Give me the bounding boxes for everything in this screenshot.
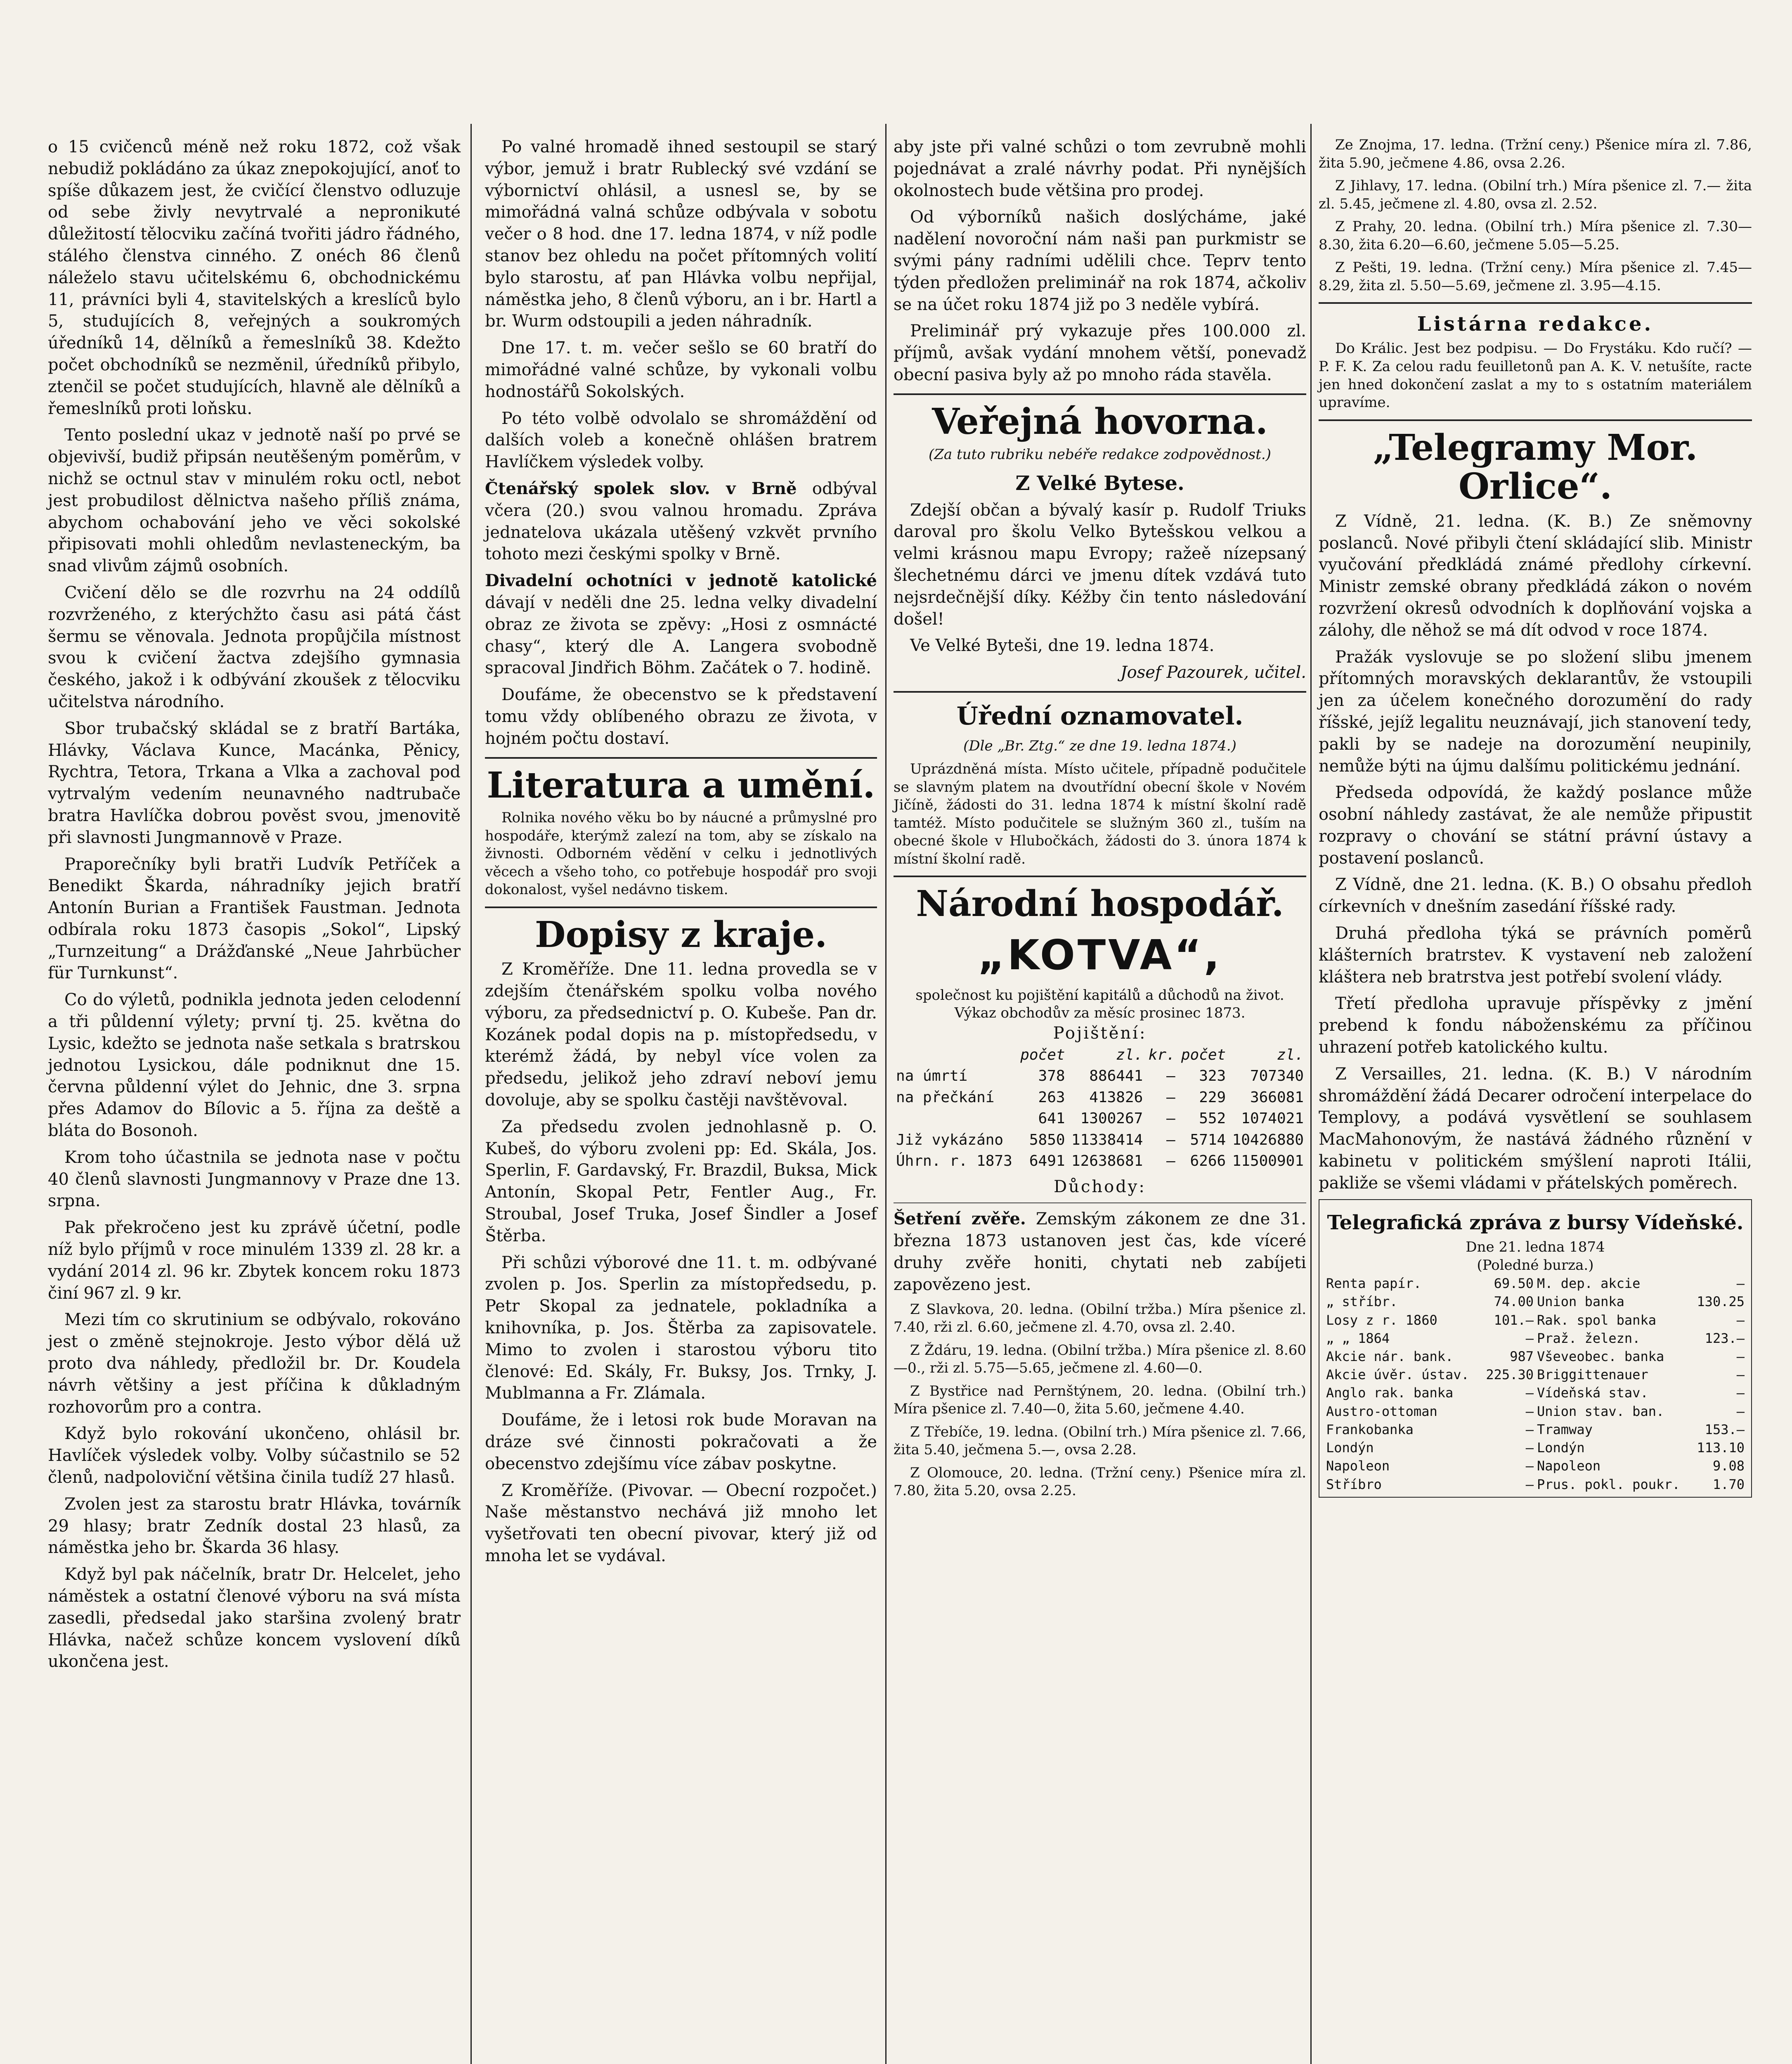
kotva-head: Pojištění:: [1053, 1023, 1147, 1043]
sedeni-text: Zemským zákonem ze dne 31. března 1873 ustanoven jest čas, kde víceré druhy zvěře honiti, chytati neb zabíjeti zapovězeno jest.: [894, 1210, 1306, 1294]
table-cell: 707340: [1250, 1068, 1304, 1085]
table-cell: 74.00: [1494, 1294, 1534, 1310]
table-cell: Rak. spol banka: [1537, 1312, 1656, 1328]
urad-text: Uprázdněná místa. Místo učitele, případně podučitele se slavným platem na dvoutřídní obecní škole v Novém Jičíně, žádosti do 31. ledna 1874 k místní školní radě tamtéž. Místo podučitele se služným 360 zl., tuším na obecné škole v Hlubočkách, žádosti do 3. února 1874 k místní školní radě.: [894, 761, 1306, 867]
market-report: Z Ždáru, 19. ledna. (Obilní tržba.) Míra pšenice zl. 8.60—0., rži zl. 5.75—5.65, ječmene zl. 4.60—0.: [894, 1342, 1306, 1377]
table-row: [894, 1087, 1306, 1108]
listarna-title: Listárna redakce.: [1417, 312, 1654, 336]
table-cell: Vševeobec. banka: [1537, 1348, 1664, 1364]
table-row: [1324, 1347, 1746, 1366]
col-header: počet: [1020, 1046, 1065, 1063]
paragraph: Za předsedu zvolen jednohlasně p. O. Kubeš, do výboru zvoleni pp: Ed. Skála, Jos. Sperlin, F. Gardavský, Fr. Brazdil, Buksa, Mick Antonín, Skopal Petr, Fentler Aug., Fr. Stroubal, Josef Truka, Josef Šindler a Josef Štěrba.: [485, 1117, 877, 1245]
section-divider: [894, 876, 1306, 877]
market-report: Z Bystřice nad Pernštýnem, 20. ledna. (Obilní trh.) Míra pšenice zl. 7.40—0, žita 5.60, ječmene 4.40.: [894, 1382, 1306, 1418]
table-row: [1324, 1402, 1746, 1420]
table-cell: —: [1525, 1440, 1534, 1456]
paragraph: Druhá předloha týká se právních poměrů klášterních bratrstev. K vystavení neb založení kláštera neb bratrstva jest potřebí svolení vlády.: [1319, 924, 1752, 987]
table-cell: —: [1736, 1348, 1745, 1364]
table-row: [894, 1129, 1306, 1151]
table-cell: Austro-ottoman: [1326, 1403, 1437, 1419]
bourse-date: Dne 21. ledna 1874: [1466, 1239, 1605, 1255]
paragraph: Zdejší občan a bývalý kasír p. Rudolf Triuks daroval pro školu Velko Bytešskou velkou a velmi krásnou mapu Evropy; ražeě nízepsaný šlechetnému dárci ve jmenu dítek vzdává tuto nejsrdečnější díky. Kéžby čin tento následování došel!: [894, 500, 1306, 629]
column-rule: [1310, 124, 1312, 2064]
table-cell: 886441: [1089, 1068, 1143, 1085]
market-report: Z Třebíče, 19. ledna. (Obilní trh.) Míra pšenice zl. 7.66, žita 5.40, ječmena 5.—, ovsa 2.28.: [894, 1423, 1306, 1458]
table-cell: 9.08: [1712, 1458, 1745, 1474]
paragraph: Praporečníky byli bratři Ludvík Petříček a Benedikt Škarda, náhradníky jejich bratří Antonín Burian a František Faustman. Jednota odbírala roku 1873 časopis „Sokol“, Lipský „Turnzeitung“ a Drážďanské „Neue Jahrbücher für Turnkunst“.: [48, 854, 461, 983]
section-divider: [485, 757, 877, 759]
column-rule: [470, 124, 472, 2064]
paragraph: Preliminář prý vykazuje přes 100.000 zl. příjmů, avšak vydání mnohem větší, ponevadž obecní pasiva byly až po mnoho ráda stavěla.: [894, 322, 1306, 384]
table-cell: Frankobanka: [1326, 1421, 1414, 1437]
paragraph: Pak překročeno jest ku zprávě účetní, podle níž bylo příjmů v roce minulém 1339 zl. 28 kr. a vydání 2014 zl. 96 kr. Zbytek koncem roku 1873 činí 967 zl. 9 kr.: [48, 1218, 461, 1303]
table-row: [1324, 1439, 1746, 1457]
paragraph: Když bylo rokování ukončeno, ohlásil br. Havlíček výsledek volby. Volby súčastnilo se 52 členů, nadpoloviční většina činila tudíž 27 hlasů.: [48, 1424, 461, 1487]
paragraph: Krom toho účastnila se jednota nase v počtu 40 členů slavnosti Jungmannovy v Praze dne 13. srpna.: [48, 1148, 461, 1211]
paragraph: Mezi tím co skrutinium se odbývalo, rokováno jest o změně stejnokroje. Jesto výbor dělá už proto dva náhledy, předložil br. Dr. Koudela návrh většiny a jest příčina k důkladným rozhovorům pro a contra.: [48, 1310, 461, 1417]
society-notice: [485, 478, 877, 565]
sedeni-heading: Šetření zvěře.: [894, 1209, 1026, 1229]
table-cell: 6266: [1190, 1153, 1226, 1170]
table-cell: —: [1166, 1131, 1175, 1148]
market-report: Z Prahy, 20. ledna. (Obilní trh.) Míra pšenice zl. 7.30—8.30, žita 6.20—6.60, ječmene 5.05—5.25.: [1319, 218, 1752, 253]
paragraph: Když byl pak náčelník, bratr Dr. Helcelet, jeho náměstek a ostatní členové výboru na svá místa zasedli, předsedal jako staršina zvolený bratr Hlávka, načež schůze koncem vyslovení díků ukončena jest.: [48, 1565, 461, 1671]
literature-text: Rolnika nového věku bo by náucné a průmyslné pro hospodáře, kterýmž zalezí na tom, aby se získalo na živnosti. Odborném vědění v celku i jednotlivých věcech a všeho toho, co potřebuje hospodář pro svoji dokonalost, vyšel nedávno tiskem.: [485, 810, 877, 898]
section-divider: [894, 691, 1306, 693]
table-cell: 130.25: [1697, 1294, 1745, 1310]
table-row: [1324, 1384, 1746, 1402]
kotva-title: „KOTVA“,: [978, 930, 1222, 979]
table-cell: Již vykázáno: [896, 1131, 1004, 1148]
col-header: počet: [1181, 1046, 1226, 1063]
table-cell: 263: [1038, 1089, 1065, 1106]
signature: Josef Pazourek, učitel.: [1120, 663, 1306, 682]
table-cell: 378: [1038, 1068, 1065, 1085]
dopisy-title: Dopisy z kraje.: [534, 914, 827, 956]
theatre-text: dávají v neděli dne 25. ledna velky divadelní obraz ze života se zpěvy: „Hosi z osmnácté chasy“, který dle A. Langera svobodně spracoval Jindřich Böhm. Začátek o 7. hodině.: [485, 593, 877, 678]
table-row: [1324, 1329, 1746, 1347]
table-cell: Londýn: [1537, 1440, 1585, 1456]
paragraph: Doufáme, že obecenstvo se k představení tomu vždy oblíbeného obrazu ze života, v hojném počtu dostaví.: [485, 685, 877, 748]
paragraph: Dne 17. t. m. večer sešlo se 60 bratří do mimořádné valné schůze, by vykonali volbu hodnostářů Sokolských.: [485, 338, 877, 401]
hovorna-title: Veřejná hovorna.: [932, 400, 1268, 443]
table-row: [894, 1108, 1306, 1129]
table-cell: —: [1736, 1385, 1745, 1401]
signature-place: Ve Velké Byteši, dne 19. ledna 1874.: [910, 636, 1215, 656]
table-cell: Úhrn. r. 1873: [896, 1153, 1012, 1170]
table-cell: Tramway: [1537, 1421, 1593, 1437]
table-cell: —: [1525, 1476, 1534, 1492]
table-cell: 323: [1199, 1068, 1226, 1085]
table-cell: M. dep. akcie: [1537, 1276, 1641, 1292]
table-cell: 229: [1199, 1089, 1226, 1106]
section-divider: [894, 393, 1306, 395]
table-cell: —: [1736, 1367, 1745, 1383]
market-report: Ze Znojma, 17. ledna. (Tržní ceny.) Pšenice míra zl. 7.86, žita 5.90, ječmene 4.86, ovsa 2.26.: [1319, 137, 1752, 171]
paragraph: Cvičení dělo se dle rozvrhu na 24 oddílů rozvrženého, z kterýchžto času asi pátá část šermu se věnovala. Jednota propůjčila místnost svou k cvičení žactva zdejšího gymnasia českého, jakož i k odbývání zkoušek z tělocviku učitelstva národního.: [48, 583, 461, 711]
column-2: [485, 136, 877, 1572]
table-cell: —: [1166, 1110, 1175, 1127]
literature-title: Literatura a umění.: [487, 764, 875, 806]
paragraph: Po valné hromadě ihned sestoupil se starý výbor, jemuž i bratr Rublecký své vzdání se výbornictví ohlásil, a usnesl se, by se mimořádná valná schůze odbývala v sobotu večer o 8 hod. dne 17. ledna 1874, v níž podle stanov bez ohledu na počet přítomných volití bylo starostu, ať pan Hlávka volbu nepřijal, náměstka jeho, 8 členů výboru, an i br. Hartl a br. Wurm odstoupili a jeden náhradník.: [485, 137, 877, 331]
table-cell: 10426880: [1232, 1131, 1304, 1148]
bytes-heading: Z Velké Bytese.: [1015, 472, 1184, 495]
kotva-table: [894, 1044, 1306, 1172]
paragraph: Z Vídně, 21. ledna. (K. B.) Ze sněmovny poslanců. Nové přibyli čtení skládající slib. Ministr vyučování předkládá známé předlohy církevní. Ministr zemské obrany předkládá zákon o novém rozvržení okresů odvodních k doplňování vojska a zálohy, dle něhož se má dít odvod v roce 1874.: [1319, 511, 1752, 640]
market-report: Z Slavkova, 20. ledna. (Obilní tržba.) Míra pšenice zl. 7.40, rži zl. 6.60, ječmene zl. 4.70, ovsa zl. 2.40.: [894, 1301, 1306, 1336]
table-cell: 12638681: [1071, 1153, 1143, 1170]
table-cell: Briggittenauer: [1537, 1367, 1648, 1383]
paragraph: Z Vídně, dne 21. ledna. (K. B.) O obsahu předloh církevních v dnešním zasedání říšské rady.: [1319, 875, 1752, 916]
table-cell: Union stav. ban.: [1537, 1403, 1664, 1419]
bourse-title: Telegrafická zpráva z bursy Vídeňské.: [1327, 1211, 1744, 1234]
theatre-heading: Divadelní ochotníci v jednotě katolické: [485, 571, 877, 591]
table-cell: 1.70: [1712, 1476, 1745, 1492]
table-cell: 5714: [1190, 1131, 1226, 1148]
table-cell: Stříbro: [1326, 1476, 1382, 1492]
table-cell: —: [1166, 1153, 1175, 1170]
table-row: [1324, 1311, 1746, 1329]
table-cell: 6491: [1029, 1153, 1065, 1170]
table-cell: „ „ 1864: [1326, 1330, 1390, 1346]
table-cell: 1300267: [1080, 1110, 1143, 1127]
table-cell: —: [1166, 1068, 1175, 1085]
table-header: [894, 1044, 1306, 1066]
table-row: [894, 1065, 1306, 1087]
table-cell: Londýn: [1326, 1440, 1374, 1456]
table-cell: na přečkání: [896, 1089, 995, 1106]
market-report: Z Olomouce, 20. ledna. (Tržní ceny.) Pšenice míra zl. 7.80, žita 5.20, ovsa 2.25.: [894, 1464, 1306, 1499]
paragraph: Zvolen jest za starostu bratr Hlávka, továrník 29 hlasy; bratr Zedník dostal 23 hlasů, za náměstka jeho br. Škarda 36 hlasy.: [48, 1494, 461, 1557]
theatre-notice: [485, 570, 877, 679]
table-cell: Renta papír.: [1326, 1276, 1422, 1292]
table-cell: 641: [1038, 1110, 1065, 1127]
table-row: [1324, 1457, 1746, 1475]
paragraph: Co do výletů, podnikla jednota jeden celodenní a tři půldenní výlety; první tj. 25. května do Lysic, kdežto se jednota naše setkala s bratrskou jednotou Lysickou, dále podniknut dne 15. června půldenní výlet do Jehnic, dne 3. srpna přes Adamov do Bílovic a 5. října za deště a bláta do Bosonoh.: [48, 990, 461, 1141]
market-report: Z Pešti, 19. ledna. (Tržní ceny.) Míra pšenice zl. 7.45—8.29, žita zl. 5.50—5.69, ječmene zl. 3.95—4.15.: [1319, 259, 1752, 294]
table-cell: 552: [1199, 1110, 1226, 1127]
table-row: [894, 1150, 1306, 1172]
table-cell: Losy z r. 1860: [1326, 1312, 1437, 1328]
table-cell: —: [1525, 1330, 1534, 1346]
bourse-table: [1324, 1274, 1746, 1494]
col-header: zl.: [1116, 1046, 1143, 1063]
col-header: zl.: [1277, 1046, 1304, 1063]
table-cell: Prus. pokl. poukr.: [1537, 1476, 1680, 1492]
section-divider: [485, 907, 877, 908]
urad-title: Úřední oznamovatel.: [956, 701, 1244, 731]
kotva-subtitle: společnost ku pojištění kapitálů a důchodů na život.: [915, 987, 1284, 1004]
paragraph: Po této volbě odvolalo se shromáždění od dalších voleb a konečně ohlášen bratrem Havlíčkem výsledek volby.: [485, 409, 877, 472]
paragraph: Z Kroměříže. Dne 11. ledna provedla se v zdejším čtenářském spolku volba nového výboru, za předsednictví p. O. Kubeše. Pan dr. Kozánek podal dopis na p. místopředsedu, v kterémž žádá, by nebyl více volen za předsedu, jelikož jeho zdraví neboví jemu dovoluje, aby se spolku častěji navštěvoval.: [485, 960, 877, 1110]
society-heading: Čtenářský spolek slov. v Brně: [485, 478, 797, 498]
table-cell: Akcie úvěr. ústav.: [1326, 1367, 1469, 1383]
paragraph: Třetí předloha upravuje příspěvky z jmění prebend k fondu náboženskému za příčinou uhrazení potřeb katolického kultu.: [1319, 994, 1752, 1057]
narodni-title: Národní hospodář.: [916, 883, 1284, 925]
society-text: odbýval včera (20.) svou valnou hromadu. Zpráva jednatelova ukázala utěšený vzkvět prvního tohoto mezi českými spolky v Brně.: [485, 479, 877, 564]
paragraph: Od výborníků našich doslýcháme, jaké nadělení novoroční nám naši pan purkmistr se svými pány radními udělili chce. Teprv tento týden předložen preliminář na rok 1874, ačkoliv se na účet roku 1874 již po 3 neděle vybírá.: [894, 208, 1306, 314]
table-cell: 987: [1510, 1348, 1534, 1364]
urad-subtitle: (Dle „Br. Ztg.“ ze dne 19. ledna 1874.): [963, 738, 1236, 755]
table-cell: 101.—: [1494, 1312, 1534, 1328]
hovorna-subtitle: (Za tuto rubriku nebéře redakce zodpovědnost.): [929, 446, 1271, 463]
table-row: [1324, 1366, 1746, 1384]
table-cell: 123.—: [1705, 1330, 1745, 1346]
table-cell: Praž. železn.: [1537, 1330, 1641, 1346]
paragraph: Sbor trubačský skládal se z bratří Bartáka, Hlávky, Václava Kunce, Macánka, Pěnicy, Rychtra, Tetora, Trkana a Vlka a zachoval pod vytrvalým vedením neunavného nadtrubače bratra Havlíčka dobrou pověst svou, jmenovitě při slavnosti Jungmannově v Praze.: [48, 719, 461, 847]
table-cell: 11338414: [1071, 1131, 1143, 1148]
paragraph: Z Kroměříže. (Pivovar. — Obecní rozpočet.) Naše městanstvo nechává již mnoho let vyšetřovati ten obecní pivovar, který již od mnoha let se vydával.: [485, 1481, 877, 1565]
duchody-head: Důchody:: [1054, 1177, 1146, 1196]
table-cell: —: [1736, 1312, 1745, 1328]
section-divider: [1319, 419, 1752, 421]
bourse-box: [1319, 1199, 1752, 1498]
paragraph: Doufáme, že i letosi rok bude Moravan na dráze své činnosti pokračovati a že obecenstvo zdejšímu více zábav poskytne.: [485, 1411, 877, 1473]
table-cell: 113.10: [1697, 1440, 1745, 1456]
paragraph: Předseda odpovídá, že každý poslance může osobní náhledy zastávat, že ale nemůže připustit rozpravy o chování se státní právní ústavy a postavení poslanců.: [1319, 783, 1752, 868]
paragraph: Z Versailles, 21. ledna. (K. B.) V národním shromáždění žádá Decarer odročení interpelace do Templovy, a podává vysvětlení se souhlasem MacMahonovým, že nastává žádného různění v kabinetu v politickém smýšlení naproti Itálii, pakliže se všemi vládami v přátelských poměrech.: [1319, 1064, 1752, 1193]
market-report: Z Jihlavy, 17. ledna. (Obilní trh.) Míra pšenice zl. 7.— žita zl. 5.45, ječmene zl. 4.80, ovsa zl. 2.52.: [1319, 178, 1752, 212]
table-cell: Anglo rak. banka: [1326, 1385, 1454, 1401]
section-divider: [1319, 302, 1752, 304]
table-cell: 366081: [1250, 1089, 1304, 1106]
table-cell: Union banka: [1537, 1294, 1624, 1310]
column-4: [1319, 136, 1752, 1503]
column-3: [894, 136, 1306, 1505]
paragraph: o 15 cvičenců méně než roku 1872, což však nebudiž pokládáno za úkaz znepokojující, anoť to spíše důkazem jest, že cvičící členstvo odluzuje od sebe živly nevytrvalé a nepronikuté důležitostí tělocviku začíná tvořiti jádro řádného, stálého členstva cinného. Z onéch 86 členů náleželo stavu učitelskému 6, obchodnickému 11, právníci byli 4, stavitelských a kreslíců bylo 5, studujících 8, veřejných a soukromých úředníků 14, dělníků a řemeslníků 38. Kdežto počet obchodníků se nezměnil, úředníků přibylo, ztenčil se počet studujících, hlavně ale dělníků a řemeslníků proti loňsku.: [48, 137, 461, 418]
table-cell: 5850: [1029, 1131, 1065, 1148]
table-cell: —: [1525, 1403, 1534, 1419]
table-cell: Napoleon: [1537, 1458, 1601, 1474]
table-cell: —: [1166, 1089, 1175, 1106]
table-cell: —: [1525, 1458, 1534, 1474]
kotva-subtitle-2: Výkaz obchodův za měsíc prosinec 1873.: [954, 1005, 1246, 1022]
table-cell: na úmrtí: [896, 1068, 968, 1085]
table-cell: 11500901: [1232, 1153, 1304, 1170]
table-cell: Akcie nár. bank.: [1326, 1348, 1454, 1364]
table-row: [1324, 1420, 1746, 1439]
divider: [894, 1202, 1306, 1203]
telegram-title: „Telegramy Mor. Orlice“.: [1373, 426, 1698, 508]
paragraph: Tento poslední ukaz v jednotě naší po prvé se objevivší, budiž připsán neutěšeným poměrům, v nichž se octnul stav v minulém roku octl, nebot jest probudilost dělnictva našeho příliš známa, abychom ochabování jeho ve věci sokolské připisovati mohli ohledům nevlasteneckým, ba snad vlivům zájmů osobních.: [48, 426, 461, 576]
table-cell: —: [1736, 1276, 1745, 1292]
col-header: kr.: [1148, 1046, 1175, 1063]
table-cell: —: [1525, 1385, 1534, 1401]
table-cell: 153.—: [1705, 1421, 1745, 1437]
table-cell: 225.30: [1486, 1367, 1534, 1383]
bourse-subtitle: (Poledné burza.): [1477, 1257, 1594, 1273]
sedeni-notice: [894, 1208, 1306, 1295]
paragraph: Při schůzi výborové dne 11. t. m. odbývané zvolen p. Jos. Sperlin za místopředsedu, p. Petr Skopal za jednatele, pokladníka a knihovníka, p. Jos. Štěrba za zapisovatele. Mimo to zvolen i starostou výboru tito členové: Ed. Skály, Fr. Buksy, Jos. Trnky, J. Mublmanna a Fr. Zlámala.: [485, 1253, 877, 1403]
paragraph: aby jste při valné schůzi o tom zevrubně mohli pojednávat a zralé návrhy podat. Při nynějších okolnostech bude většina pro prodej.: [894, 137, 1306, 200]
table-cell: —: [1736, 1403, 1745, 1419]
table-cell: [894, 1108, 1017, 1129]
table-cell: Vídeňská stav.: [1537, 1385, 1648, 1401]
table-cell: 1074021: [1241, 1110, 1304, 1127]
table-row: [1324, 1292, 1746, 1311]
table-cell: „ stříbr.: [1326, 1294, 1398, 1310]
table-cell: 413826: [1089, 1089, 1143, 1106]
paragraph: Pražák vyslovuje se po složení slibu jmenem přítomných moravských deklarantův, že vstoupili jen za účelem konečného dorozumění do rady říšské, jejíž legalitu neuznávají, jich stanovení tedy, pakli by se nadeje na dorozumění neupinily, nemůže býti na újmu dalšímu politickému jednání.: [1319, 647, 1752, 776]
table-row: [1324, 1475, 1746, 1494]
table-cell: Napoleon: [1326, 1458, 1390, 1474]
table-cell: —: [1525, 1421, 1534, 1437]
listarna-text: Do Králic. Jest bez podpisu. — Do Frystáku. Kdo ručí? — P. F. K. Za celou radu feuilletonů pan A. K. V. netušíte, racte jen hned dokončení zaslat a my to s ostatním materiálem upravíme.: [1319, 340, 1752, 411]
table-row: [1324, 1274, 1746, 1292]
column-rule: [885, 124, 887, 2064]
column-1: [48, 136, 461, 1678]
table-cell: 69.50: [1494, 1276, 1534, 1292]
